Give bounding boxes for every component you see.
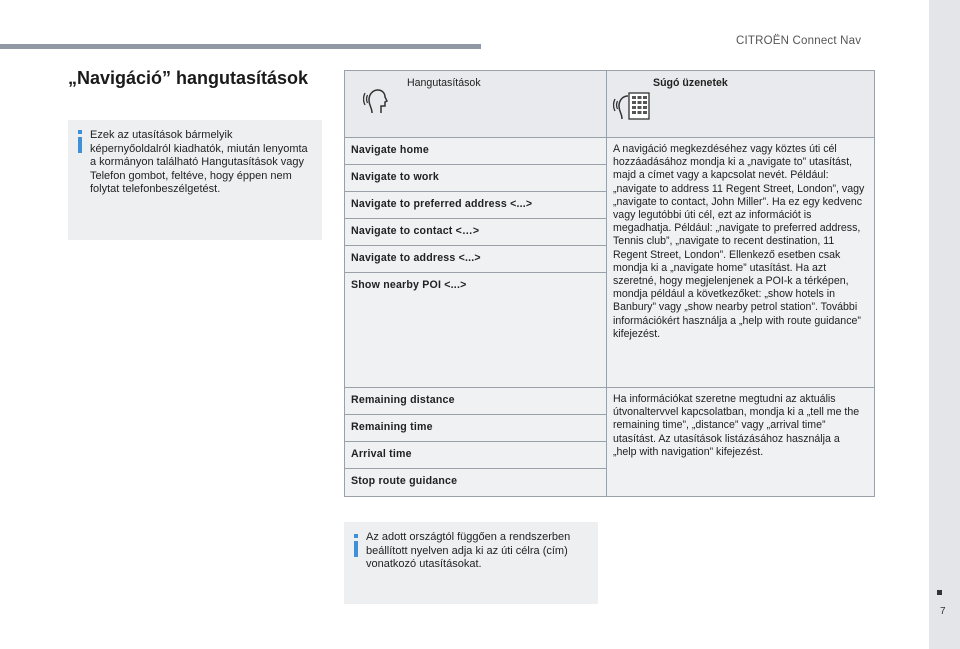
top-rule [0, 44, 481, 49]
table-header-row [345, 71, 875, 138]
command-stop-guidance: Stop route guidance [345, 469, 607, 497]
col-header-help-messages: Súgó üzenetek [653, 77, 728, 89]
speaking-head-screen-icon [613, 85, 651, 121]
page-marker [937, 590, 942, 595]
info-note-text: Ezek az utasítások bármelyik képernyőoldalról kiadhatók, miután lenyomta a kormányon található Hangutasítások vagy Telefon gombot, feltéve, hogy éppen nem folytat telefonbeszélgetést. [90, 129, 308, 195]
command-show-poi: Show nearby POI <...> [345, 273, 607, 388]
table-header-help [607, 71, 875, 138]
col-header-voice-commands: Hangutasítások [407, 77, 481, 89]
help-text-route-info: Ha információkat szeretne megtudni az aktuális útvonaltervvel kapcsolatban, mondja ki a „tell me the remaining time”, „distance” vagy „arrival time” utasítást. Az utasítások listázásához használja a „help with navigation” kifejezést. [607, 388, 875, 497]
command-remaining-time: Remaining time [345, 415, 607, 442]
table-row [345, 138, 875, 165]
info-note [344, 522, 598, 604]
command-navigate-contact: Navigate to contact <…> [345, 219, 607, 246]
command-arrival-time: Arrival time [345, 442, 607, 469]
command-navigate-preferred: Navigate to preferred address <...> [345, 192, 607, 219]
command-navigate-address: Navigate to address <...> [345, 246, 607, 273]
info-icon [78, 130, 82, 134]
command-navigate-work: Navigate to work [345, 165, 607, 192]
page-title: „Navigáció” hangutasítások [68, 68, 309, 88]
voice-command-table [344, 70, 875, 497]
table-header-commands [345, 71, 607, 138]
help-text-navigation: A navigáció megkezdéséhez vagy köztes úti cél hozzáadásához mondja ki a „navigate to” utasítást, majd a címet vagy a kapcsolat nevét. Például: „navigate to address 11 Regent Street, London”, vagy „navigate to contact, John Miller”. Ha ez egy kedvenc vagy legutóbbi úti cél, ezt az információt is megadhatja. Például: „navigate to preferred address, Tennis club”, „navigate to recent destination, 11 Regent Street, London”. Ellenkező esetben csak mondja ki a „navigate home” utasítást. Ha azt szeretné, hogy megjelenjenek a POI-k a térképen, mondja például a következőket: „show hotels in Banbury” vagy „show nearby petrol station”. További információkért használja a „help with route guidance” kifejezést. [607, 138, 875, 388]
header-brand: CITROËN Connect Nav [736, 35, 862, 47]
info-note-text: Az adott országtól függően a rendszerben beállított nyelven adja ki az úti célra (cím) vonatkozó utasításokat. [366, 531, 571, 570]
info-icon-bar [78, 137, 82, 153]
command-remaining-distance: Remaining distance [345, 388, 607, 415]
page-number: 7 [940, 606, 946, 617]
speaking-head-icon [363, 85, 389, 115]
info-icon [354, 534, 358, 538]
table-row [345, 388, 875, 415]
info-icon-bar [354, 541, 358, 557]
command-navigate-home: Navigate home [345, 138, 607, 165]
right-margin-band [929, 0, 960, 649]
info-note [68, 120, 322, 240]
